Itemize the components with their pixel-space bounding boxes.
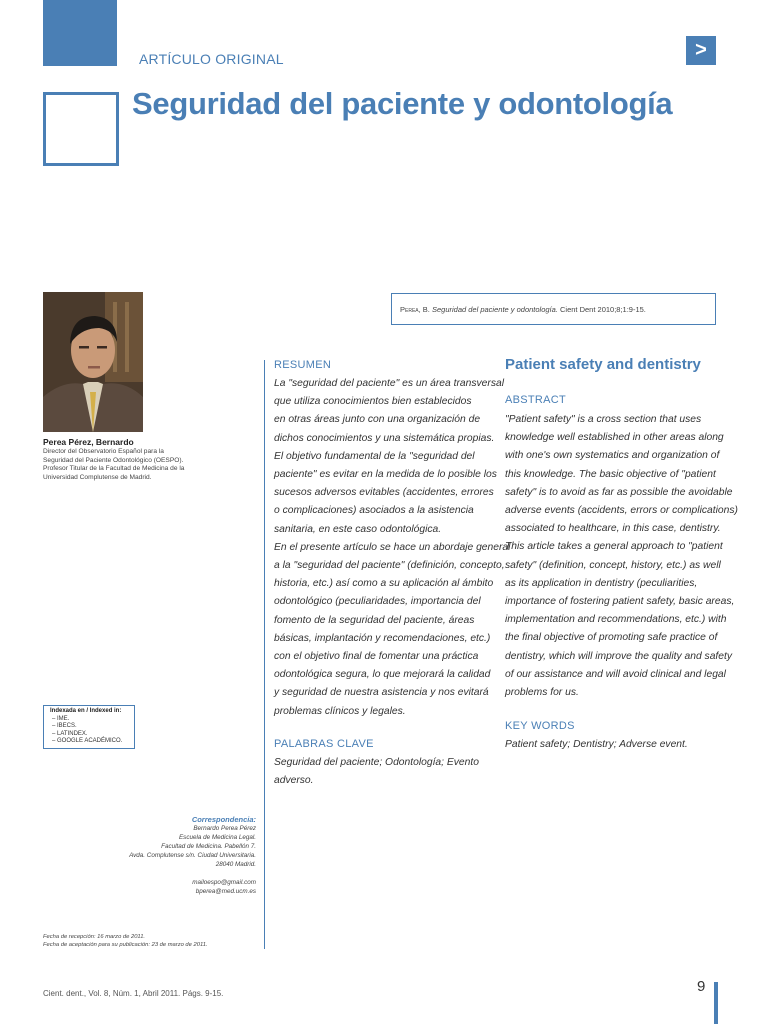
decorative-blue-square [43,0,117,66]
citation-box [391,293,716,325]
indexed-item: – IME. [52,715,70,722]
page-title: Seguridad del paciente y odontología [132,86,673,121]
text-line: dichos conocimientos y una sistemática propias. [274,432,495,444]
text-line: que utiliza conocimientos bien establecidos [274,396,472,408]
section-label: ARTÍCULO ORIGINAL [139,51,284,67]
author-description-line: Profesor Titular de la Facultad de Medicina de la [43,465,185,473]
resumen-heading: RESUMEN [274,359,332,371]
indexed-item: – IBECS. [52,723,77,730]
email-link[interactable]: mailoespo@gmail.com [192,879,256,886]
abstract-text [505,411,738,702]
page-number-bar [714,982,718,1024]
author-name: Perea Pérez, Bernardo [43,437,134,447]
column-divider [264,360,265,949]
text-line: adverse events (accidents, errors or complications) [505,505,738,517]
text-line: safety" is to avoid as far as possible the avoidable [505,486,733,498]
text-line: knowledge well established in other areas along [505,432,724,444]
citation-title: Seguridad del paciente y odontología. [431,305,558,314]
text-line: associated to healthcare, in this case, dentistry. [505,523,721,535]
author-description [43,448,193,482]
correspondence-heading: Correspondencia: [191,815,256,824]
next-page-arrow-icon[interactable]: > [686,36,716,65]
text-line: La "seguridad del paciente" es un área transversal [274,378,504,389]
abstract-heading: ABSTRACT [505,394,567,406]
text-line: con el objetivo final de fomentar una práctica [274,651,479,663]
text-line: problems for us. [505,687,579,699]
indexed-heading: Indexada en / Indexed in: [50,708,122,714]
text-line: of our assistance and will avoid clinical and legal [505,668,726,680]
address-line: Avda. Complutense s/n. Ciudad Universitaria. [129,852,256,859]
text-line: implementation and recommendations, etc.) with [505,614,727,626]
resumen-text [274,375,510,721]
text-line: historia, etc.) así como a su aplicación al ámbito [274,578,494,590]
indexed-in-box [43,705,135,749]
english-title: Patient safety and dentistry [505,356,701,373]
text-line: paciente" es evitar en la medida de lo posible los [274,469,497,481]
received-date: Fecha de recepción: 16 marzo de 2011. [43,934,146,940]
citation-reference: Cient Dent 2010;8;1:9-15. [560,305,646,314]
text-line: básicas, implantación y recomendaciones, etc.) [274,632,491,644]
text-line: importance of fostering patient safety, basic areas, [505,596,735,608]
author-description-line: Universidad Complutense de Madrid. [43,473,152,481]
text-line: problemas clínicos y legales. [274,705,406,717]
text-line: odontológica segura, lo que mejorará la calidad [274,669,491,681]
text-line: with one's own systematics and organization of [505,450,720,462]
text-line: El objetivo fundamental de la "seguridad del [274,450,475,462]
text-line: as its application in dentistry (peculiarities, [505,577,698,589]
text-line: en otras áreas junto con una organización de [274,414,481,426]
submission-dates [43,933,208,949]
text-line: adverso. [274,775,314,787]
text-line: En el presente artículo se hace un abordaje general [274,541,511,553]
accepted-date: Fecha de aceptación para su publicación: 23 de marzo de 2011. [43,942,208,948]
address-line: Escuela de Medicina Legal. [178,834,256,841]
correspondence-block [129,815,256,896]
address-line: Bernardo Perea Pérez [193,825,256,832]
author-description-line: Seguridad del Paciente Odontológico (OESPO). [43,456,184,464]
author-photo [43,292,143,432]
keywords-text: Patient safety; Dentistry; Adverse event. [505,739,688,750]
text-line: sucesos adversos evitables (accidentes, errores [274,487,494,499]
address-line: Facultad de Medicina. Pabellón 7. [161,843,256,850]
email-link[interactable]: bperea@med.ucm.es [195,888,256,895]
text-line: odontológico (peculiaridades, importancia del [274,596,481,608]
text-line: Seguridad del paciente; Odontología; Evento [274,757,479,768]
text-line: y seguridad de nuestra asistencia y nos evitará [274,687,489,699]
text-line: fomento de la seguridad del paciente, áreas [274,614,475,626]
decorative-outline-square [43,92,119,166]
indexed-item: – GOOGLE ACADÉMICO. [52,738,123,745]
journal-footer: Cient. dent., Vol. 8, Núm. 1, Abril 2011. Págs. 9-15. [43,989,224,998]
keywords-heading: KEY WORDS [505,720,575,732]
citation-author: Perea, B. [400,305,430,314]
author-description-line: Director del Observatorio Español para la [43,448,164,455]
text-line: sanitaria, en este caso odontológica. [274,523,442,535]
address-line: 28040 Madrid. [215,861,256,868]
text-line: a la "seguridad del paciente" (definición, concepto, [274,560,505,572]
text-line: o complicaciones) asociados a la asistencia [274,505,474,517]
text-line: "Patient safety" is a cross section that uses [505,414,702,425]
page-number: 9 [697,978,706,995]
indexed-item: – LATINDEX. [52,730,88,737]
text-line: this knowledge. The basic objective of "patient [505,468,716,480]
text-line: the final objective of promoting safe practice of [505,632,718,644]
palabras-clave-heading: PALABRAS CLAVE [274,738,374,750]
palabras-clave-text [274,754,479,790]
text-line: This article takes a general approach to "patient [505,541,723,553]
text-line: safety" (definition, concept, history, etc.) as well [505,559,721,571]
text-line: dentistry, which will improve the quality and safety [505,650,733,662]
